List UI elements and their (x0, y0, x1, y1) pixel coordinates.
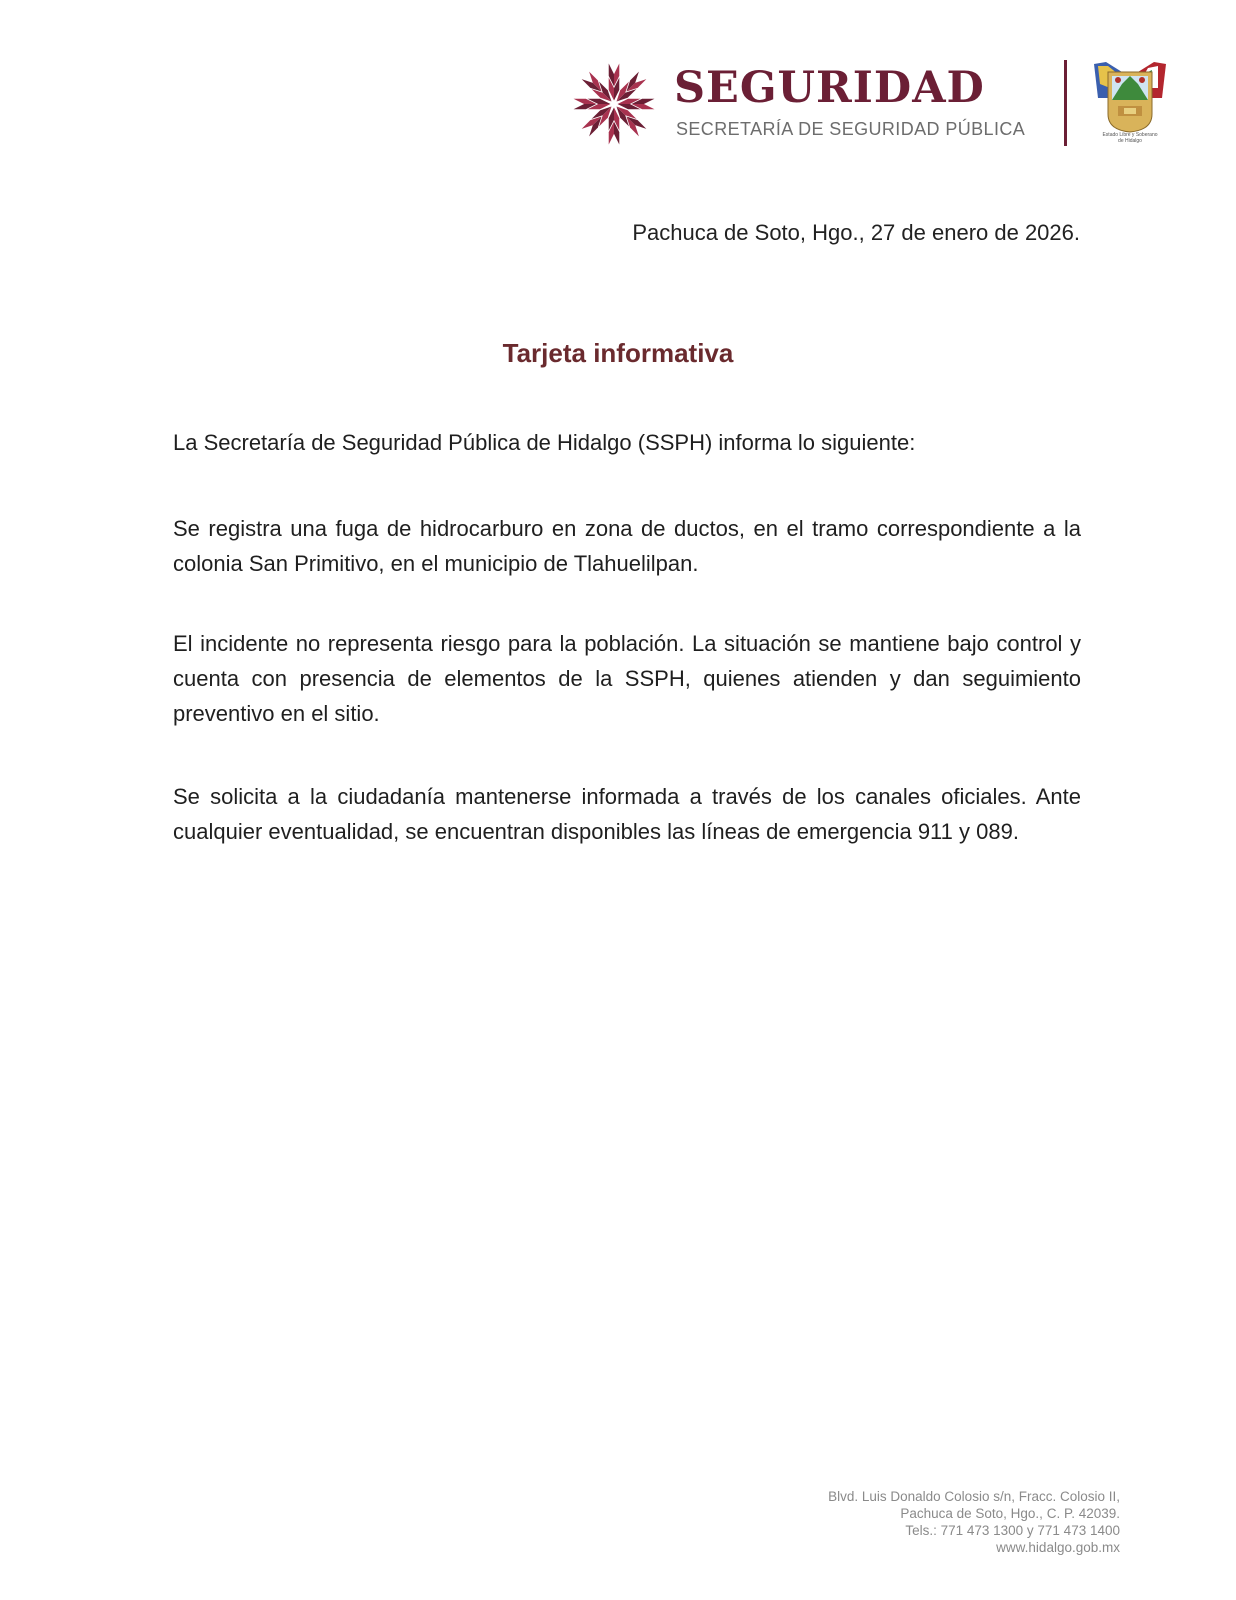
footer-phones: Tels.: 771 473 1300 y 771 473 1400 (905, 1523, 1120, 1538)
footer-address-line1: Blvd. Luis Donaldo Colosio s/n, Fracc. Colosio II, (828, 1489, 1120, 1504)
place-date: Pachuca de Soto, Hgo., 27 de enero de 2026. (632, 220, 1080, 245)
header-divider (1064, 60, 1067, 146)
document-title: Tarjeta informativa (502, 338, 734, 368)
footer-website-link[interactable]: www.hidalgo.gob.mx (996, 1540, 1120, 1555)
coat-caption-line2: de Hidalgo (1118, 138, 1142, 144)
footer-address-line2: Pachuca de Soto, Hgo., C. P. 42039. (900, 1506, 1120, 1521)
brand-subtitle: SECRETARÍA DE SEGURIDAD PÚBLICA (676, 119, 1026, 139)
coat-caption (1080, 132, 1180, 144)
paragraph-incident: Se registra una fuga de hidrocarburo en zona de ductos, en el tramo correspondiente a la colonia San Primitivo, en el municipio de Tlahuelilpan. (173, 516, 1081, 576)
letterhead (570, 58, 1170, 148)
paragraph-status: El incidente no representa riesgo para la población. La situación se mantiene bajo control y cuenta con presencia de elementos de la SSPH, quienes atienden y dan seguimiento preventivo en el sitio. (173, 631, 1081, 726)
brand-title: SEGURIDAD (674, 63, 985, 113)
paragraph-intro: La Secretaría de Seguridad Pública de Hidalgo (SSPH) informa lo siguiente: (173, 430, 916, 455)
paragraph-advice: Se solicita a la ciudadanía mantenerse informada a través de los canales oficiales. Ante cualquier eventualidad, se encuentran disponibles las líneas de emergencia 911 y 089. (173, 784, 1081, 844)
star-emblem-icon (570, 60, 658, 148)
coat-caption-line1: Estado Libre y Soberano (1102, 132, 1158, 138)
footer-contact (828, 1488, 1120, 1556)
